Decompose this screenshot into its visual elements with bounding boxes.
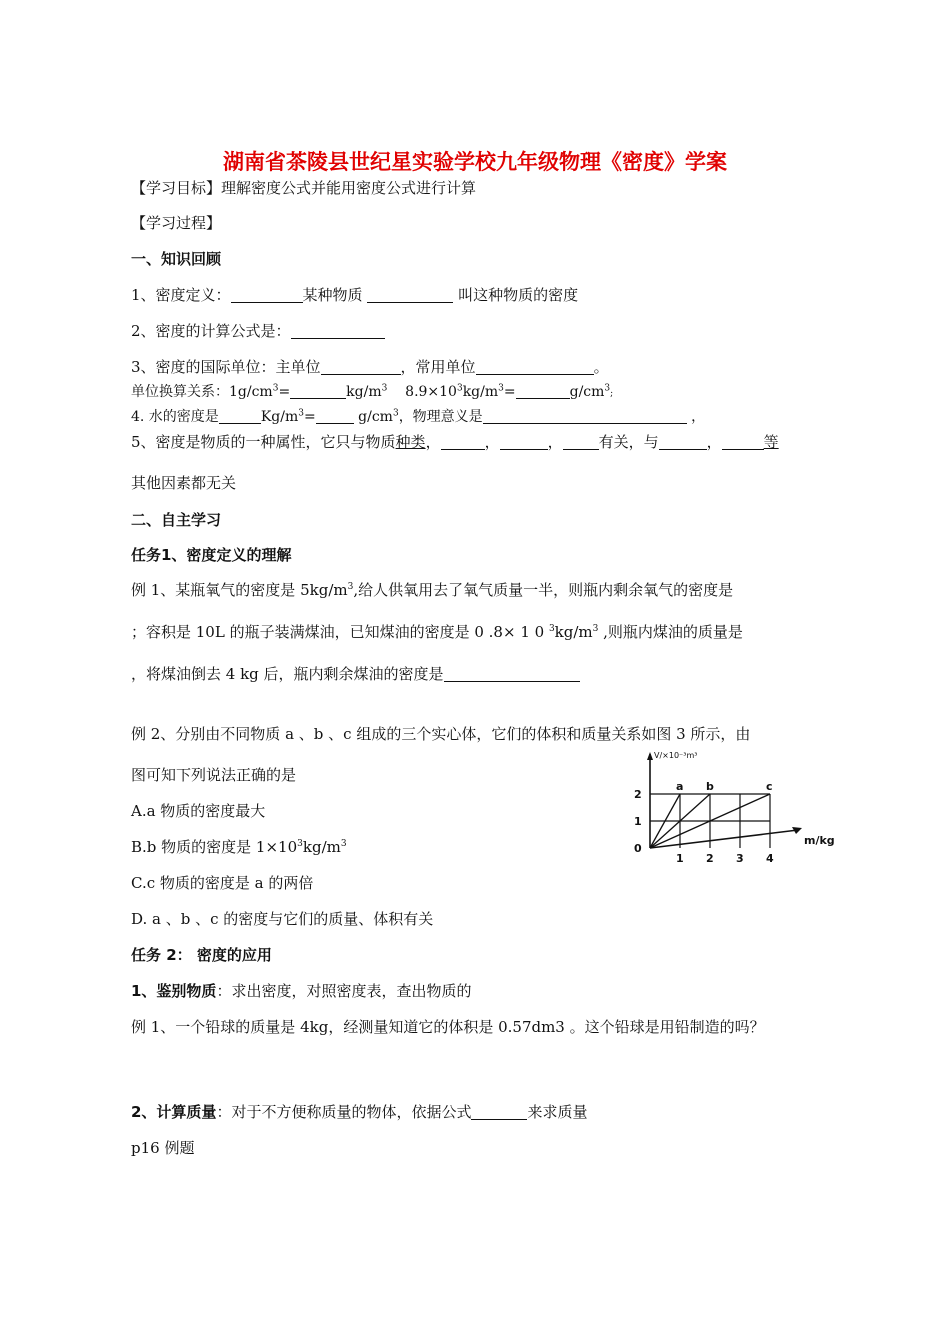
p16-example: p16 例题	[131, 1139, 195, 1157]
example-1-line-2: ；容积是 10L 的瓶子装满煤油，已知煤油的密度是 0 .8× 1 0 $^3kg/m^3$ ,则瓶内煤油的质量是	[131, 623, 743, 641]
blank	[500, 434, 548, 450]
blank	[722, 434, 764, 450]
option-c: C.c 物质的密度是 a 的两倍	[131, 874, 314, 892]
task-1-heading: 任务1、密度定义的理解	[131, 546, 292, 564]
blank	[291, 323, 385, 339]
origin-label: 0	[634, 842, 642, 855]
volume-mass-chart	[620, 748, 850, 868]
blank	[476, 359, 594, 375]
application-1: 1、鉴别物质：求出密度，对照密度表，查出物质的	[131, 982, 472, 1000]
y-axis-arrow	[647, 752, 653, 760]
x-tick-label: 1	[676, 852, 684, 865]
example-2-line-1: 例 2、分别由不同物质 a 、b 、c 组成的三个实心体，它们的体积和质量关系如图 3 所示，由	[131, 725, 751, 743]
series-label-b: b	[706, 780, 714, 793]
question-3: 3、密度的国际单位：主单位 ，常用单位 。	[131, 358, 609, 376]
blank	[563, 434, 599, 450]
question-5: 5、密度是物质的一种属性，它只与物质种类， ， ， 有关，与 ， 等	[131, 433, 779, 451]
option-d: D. a 、b 、c 的密度与它们的质量、体积有关	[131, 910, 434, 928]
learning-process-heading: 【学习过程】	[131, 214, 222, 232]
blank	[659, 434, 707, 450]
section-review-heading: 一、知识回顾	[131, 250, 222, 268]
x-tick-label: 2	[706, 852, 714, 865]
blank	[231, 287, 303, 303]
x-tick-label: 3	[736, 852, 744, 865]
y-tick-label: 2	[634, 788, 642, 801]
y-axis-label: V/×10⁻³m³	[654, 751, 698, 760]
series-label-c: c	[766, 780, 773, 793]
application-1-example: 例 1、一个铅球的质量是 4kg，经测量知道它的体积是 0.57dm3 。这个铅球是用铅制造的吗？	[131, 1018, 765, 1036]
blank	[441, 434, 485, 450]
application-2: 2、计算质量：对于不方便称质量的物体，依据公式 来求质量	[131, 1103, 588, 1121]
y-tick-label: 1	[634, 815, 642, 828]
option-b: B.b 物质的密度是 $1\times 10^3kg/m^3$	[131, 838, 347, 856]
page-title: 湖南省茶陵县世纪星实验学校九年级物理《密度》学案	[223, 150, 727, 174]
example-1-line-3: ，将煤油倒去 4 kg 后，瓶内剩余煤油的密度是	[131, 664, 580, 684]
blank	[516, 383, 570, 399]
learning-goal: 【学习目标】理解密度公式并能用密度公式进行计算	[131, 179, 477, 197]
x-tick-label: 4	[766, 852, 774, 865]
x-axis-label: m/kg	[804, 834, 835, 847]
blank	[219, 408, 261, 424]
example-2-line-2: 图可知下列说法正确的是	[131, 766, 297, 784]
question-1: 1、密度定义： 某种物质 叫这种物质的密度	[131, 286, 579, 304]
blank	[290, 383, 346, 399]
blank	[444, 666, 580, 682]
blank	[321, 359, 401, 375]
blank	[367, 287, 453, 303]
x-axis	[650, 830, 798, 848]
series-label-a: a	[676, 780, 684, 793]
unit-conversion: 单位换算关系：$1g/cm^3= kg/m^3$ $8.9\times 10^3kg/m^3= g/cm^3$;	[131, 383, 614, 400]
blank	[471, 1104, 527, 1120]
blank	[316, 408, 354, 424]
blank	[483, 408, 687, 424]
question-2: 2、密度的计算公式是：	[131, 321, 385, 341]
section-self-study-heading: 二、自主学习	[131, 511, 222, 529]
option-a: A.a 物质的密度最大	[131, 802, 266, 820]
example-1-line-1: 例 1、某瓶氧气的密度是 $5kg/m^3$,给人供氧用去了氧气质量一半，则瓶内剩余氧气的密度是	[131, 581, 734, 599]
task-2-heading: 任务 2： 密度的应用	[131, 946, 272, 964]
question-5-continued: 其他因素都无关	[131, 474, 237, 492]
question-4: 4. 水的密度是 $Kg/m^3= g/cm^3$，物理意义是 ，	[131, 408, 706, 425]
